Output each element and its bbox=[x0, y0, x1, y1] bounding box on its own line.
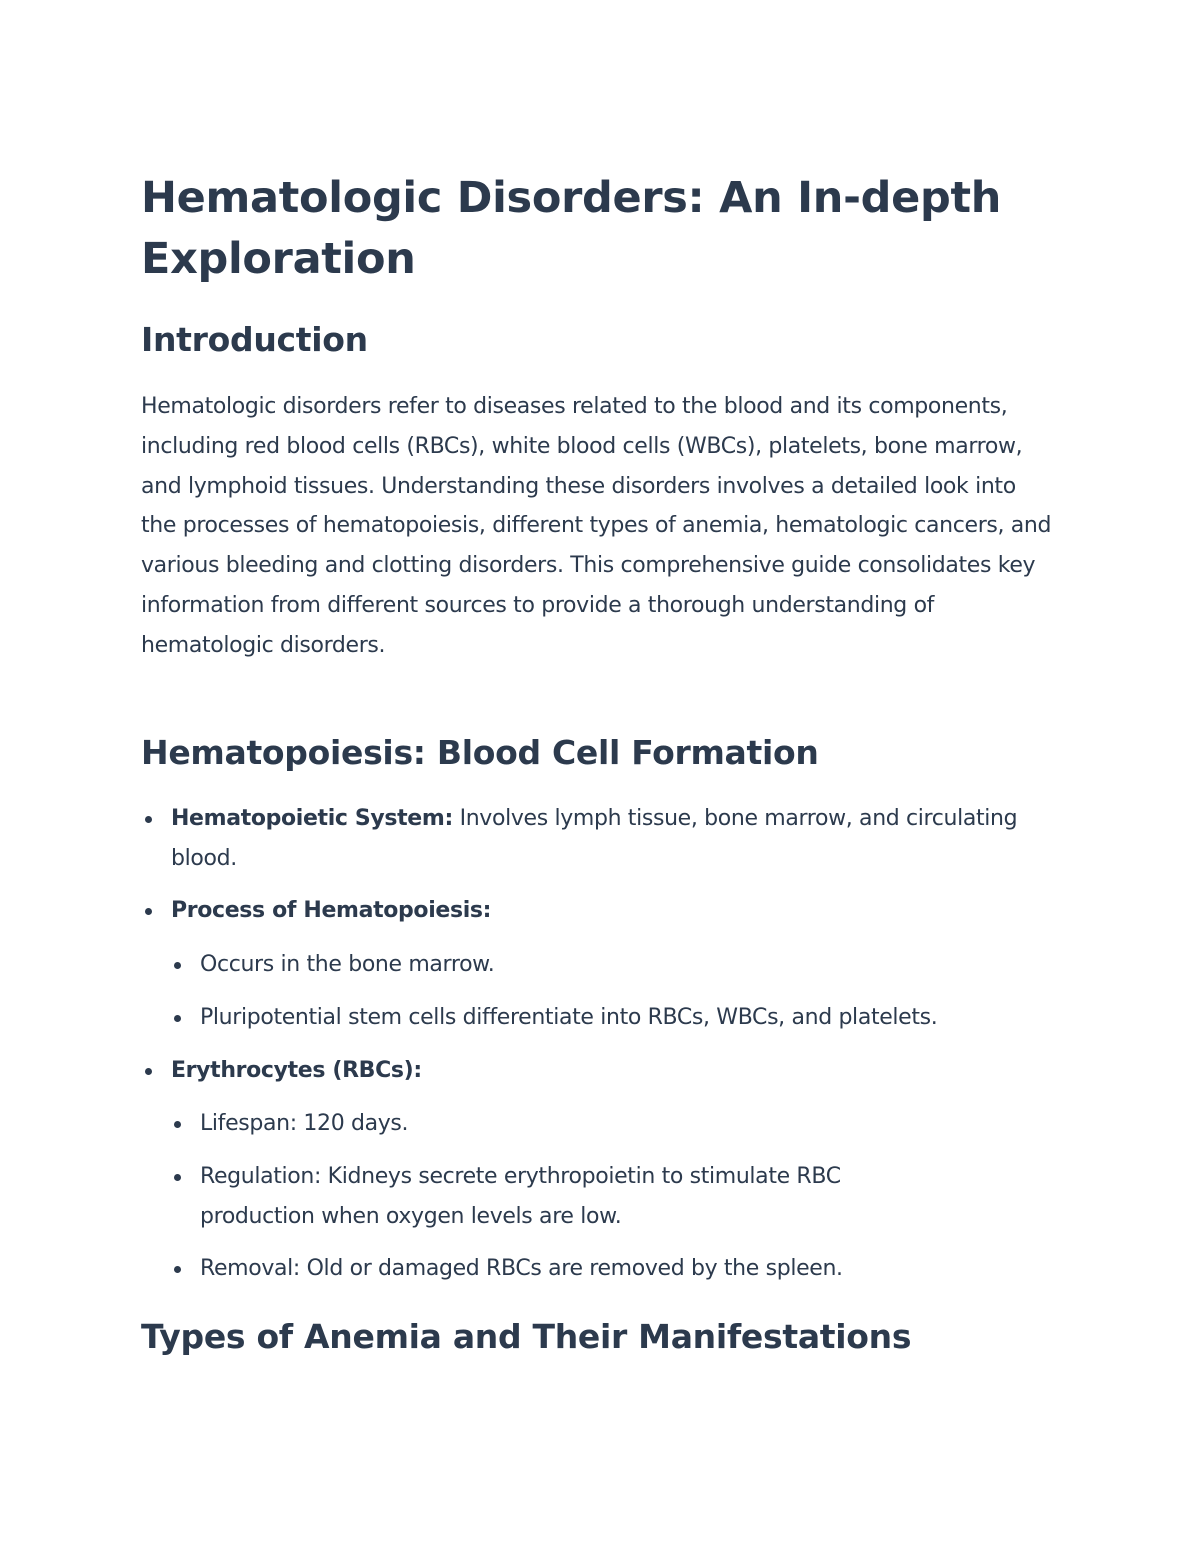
list-item-text: Removal: Old or damaged RBCs are removed by the spleen. bbox=[200, 1256, 843, 1281]
list-item-text: Regulation: Kidneys secrete erythropoietin to stimulate RBC production when oxygen levels are low. bbox=[200, 1164, 841, 1229]
list-item-label: Hematopoietic System bbox=[171, 806, 445, 831]
bullet-icon bbox=[145, 816, 152, 823]
list-item bbox=[200, 1104, 1060, 1144]
document-title: Hematologic Disorders: An In-depth Exploration bbox=[141, 173, 1002, 284]
heading-hematopoiesis: Hematopoiesis: Blood Cell Formation bbox=[141, 733, 819, 772]
list-item: Hematopoietic System: Involves lymph tissue, bone marrow, and circulating blood. bbox=[171, 799, 1031, 879]
list-item-label: Erythrocytes (RBCs) bbox=[171, 1058, 414, 1083]
bullet-icon bbox=[174, 962, 181, 969]
bullet-icon bbox=[145, 1068, 152, 1075]
heading-introduction: Introduction bbox=[141, 320, 368, 359]
list-item-text: Pluripotential stem cells differentiate into RBCs, WBCs, and platelets. bbox=[200, 1005, 938, 1030]
list-item-label: Process of Hematopoiesis bbox=[171, 898, 483, 923]
bullet-icon bbox=[174, 1174, 181, 1181]
list-item: Erythrocytes (RBCs): bbox=[171, 1051, 1031, 1091]
bullet-icon bbox=[174, 1266, 181, 1273]
list-item bbox=[200, 945, 1060, 985]
list-item-text: Occurs in the bone marrow. bbox=[200, 952, 495, 977]
list-item-text: Lifespan: 120 days. bbox=[200, 1111, 409, 1136]
list-item bbox=[200, 1157, 960, 1237]
heading-anemia: Types of Anemia and Their Manifestations bbox=[141, 1317, 912, 1356]
list-item-text: Involves lymph tissue, bone marrow, and circulating blood. bbox=[171, 806, 1018, 871]
list-item bbox=[200, 1249, 1060, 1289]
bullet-icon bbox=[145, 908, 152, 915]
bullet-icon bbox=[174, 1121, 181, 1128]
list-item bbox=[200, 998, 1060, 1038]
list-item: Process of Hematopoiesis: bbox=[171, 891, 1031, 931]
bullet-icon bbox=[174, 1015, 181, 1022]
intro-paragraph: Hematologic disorders refer to diseases related to the blood and its components, including red blood cells (RBCs), white blood cells (WBCs), platelets, bone marrow, and lymphoid tissues. Understanding these disorders involves a detailed look into the processes of hematopoiesis, different types of anemia, hematologic cancers, and various bleeding and clotting disorders. This comprehensive guide consolidates key information from different sources to provide a thorough understanding of hematologic disorders. bbox=[141, 394, 1052, 658]
